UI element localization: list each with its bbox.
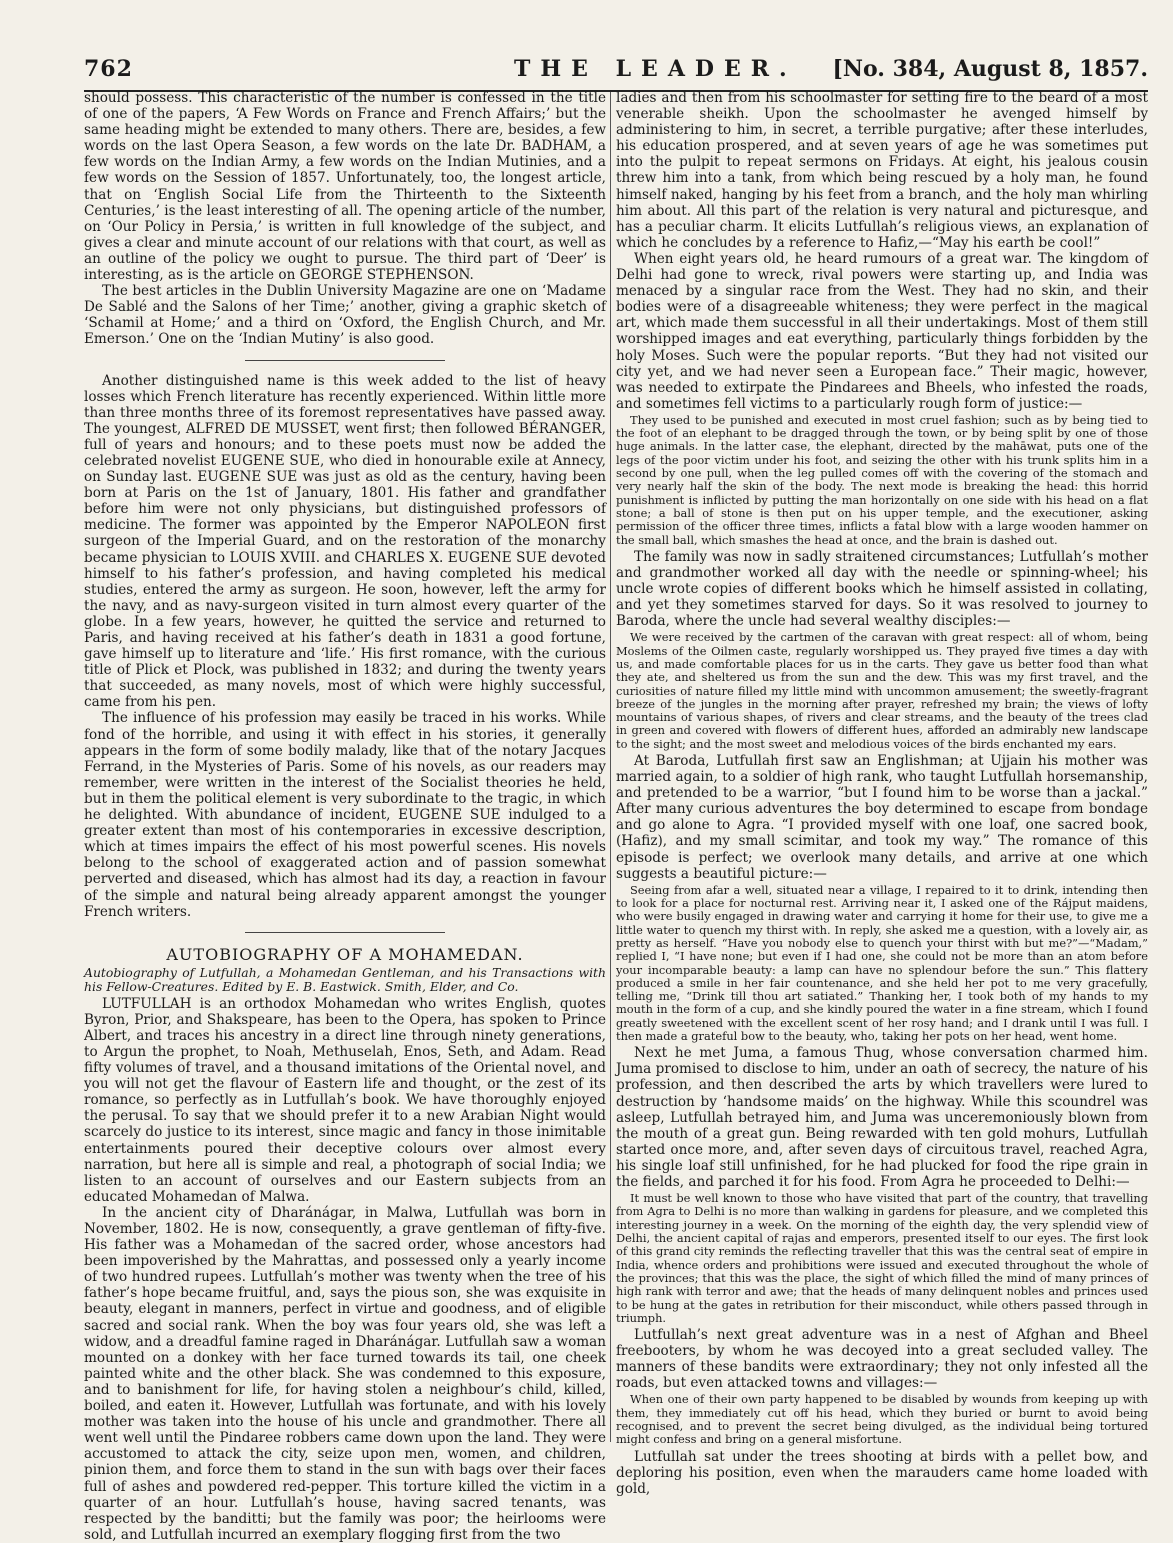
article-paragraph: Lutfullah sat under the trees shooting at birds with a pellet bow, and deploring his position, even when the marauders came home loaded with gold, bbox=[616, 1448, 1148, 1497]
article-paragraph: The family was now in sadly straitened circumstances; Lutfullah’s mother and grandmother worked all day with the needle or spinning-wheel; his uncle wrote copies of different books which he himself assisted in collating, and yet they sometimes starved for days. So it was resolved to journey to Baroda, where the uncle had several wealthy disciples:— bbox=[616, 548, 1148, 630]
block-quote: They used to be punished and executed in most cruel fashion; such as by being tied to the foot of an elephant to be dragged through the town, or by being split by one of those huge animals. In the latter case, the elephant, directed by the mahāwat, puts one of the legs of the poor victim under his foot, and seizing the other with his trunk splits him in a second by one pull, when the leg pulled comes off with the covering of the stomach and very nearly half the skin of the body. The next mode is breaking the head: this horrid punishment is inflicted by putting the man horizontally on one side with his head on a flat stone; a ball of stone is then put on his upper temple, and the executioner, asking permission of the officer three times, inflicts a fatal blow with a large wooden hammer on the small ball, which smashes the head at once, and the brain is dashed out. bbox=[616, 412, 1148, 547]
article-paragraph: Lutfullah’s next great adventure was in a nest of Afghan and Bheel freebooters, by whom he was decoyed into a great secluded valley. The manners of these bandits were extraordinary; they not only infested all the roads, but even attacked towns and villages:— bbox=[616, 1327, 1148, 1392]
article-paragraph: In the ancient city of Dharánágar, in Malwa, Lutfullah was born in November, 1802. He is now, consequently, a grave gentleman of fifty-five. His father was a Mohamedan of the sacred order, whose ancestors had been impoverished by the Mahrattas, and possessed only a yearly income of two hundred rupees. Lutfullah’s mother was twenty when the tree of his father’s hope became fruitful, and, says the pious son, she was exquisite in beauty, elegant in manners, perfect in virtue and goodness, and of eligible sacred and social rank. When the boy was four years old, she was left a widow, and a dreadful famine raged in Dharánágar. Lutfullah saw a woman mounted on a donkey with her face turned towards its tail, one cheek painted white and the other black. She was condemned to this exposure, and to banishment for life, for having stolen a neighbour’s child, killed, boiled, and eaten it. However, Lutfullah was fortunate, and with his lovely mother was taken into the house of his uncle and grandmother. There all went well until the Pindaree robbers came down upon the land. They were accustomed to attack the city, seize upon men, women, and children, pinion them, and force them to stand in the sun with bags over their faces full of ashes and powdered red-pepper. This torture killed the victim in a quarter of an hour. Lutfullah’s house, having sacred tenants, was respected by the banditti; but the family was poor; the heirlooms were sold, and Lutfullah incurred an exemplary flogging first from the two bbox=[84, 1204, 606, 1543]
article-paragraph: Another distinguished name is this week added to the list of heavy losses which French literature has recently experienced. Within little more than three months three of its foremost representatives have passed away. The youngest, ALFRED DE MUSSET, went first; then followed BÉRANGER, full of years and honours; and to these poets must now be added the celebrated novelist EUGENE SUE, who died in honourable exile at Annecy, on Sunday last. EUGENE SUE was just as old as the century, having been born at Paris on the 1st of January, 1801. His father and grandfather before him were not only physicians, but distinguished professors of medicine. The former was appointed by the Emperor NAPOLEON first surgeon of the Imperial Guard, and on the restoration of the monarchy became physician to LOUIS XVIII. and CHARLES X. EUGENE SUE devoted himself to his father’s profession, and having completed his medical studies, entered the army as surgeon. He soon, however, left the army for the navy, and as navy-surgeon visited in turn almost every quarter of the globe. In a few years, however, he quitted the service and returned to Paris, and having received at his father’s death in 1831 a good fortune, gave himself up to literature and ‘life.’ His first romance, with the curious title of Plick et Plock, was published in 1832; and during the twenty years that succeeded, as many novels, most of which were highly successful, came from his pen. bbox=[84, 372, 606, 711]
article-paragraph: When eight years old, he heard rumours of a great war. The kingdom of Delhi had gone to wreck, rival powers were starting up, and India was menaced by a singular race from the West. They had no skin, and their bodies were of a disagreeable whiteness; they were perfect in the magical art, which made them successful in all their undertakings. Most of them still worshipped images and eat everything, particularly things forbidden by the holy Moses. Such were the popular reports. “But they had not visited our city yet, and we had never seen a European face.” Their magic, however, was needed to extirpate the Pindarees and Bheels, who infested the roads, and sometimes fell victims to a particularly rough form of justice:— bbox=[616, 250, 1148, 412]
block-quote: Seeing from afar a well, situated near a village, I repaired to it to drink, intending then to look for a place for nocturnal rest. Arriving near it, I asked one of the Rájput maidens, who were busily engaged in drawing water and carrying it home for their use, to give me a little water to quench my thirst with. In reply, she asked me a question, with a lovely air, as pretty as herself. “Have you nobody else to quench your thirst with but me?”—“Madam,” replied I, “I have none; but even if I had one, she could not be more than an atom before your incomparable beauty: a lamp can have no splendour before the sun.” This flattery produced a smile in her fair countenance, and she held her pot to me very gracefully, telling me, “Drink till thou art satiated.” Thanking her, I took both of my hands to my mouth in the form of a cup, and she kindly poured the water in a fine stream, which I found greatly sweetened with the excellent scent of her rosy hand; and I drank until I was full. I then made a grateful bow to the beauty, who, taking her pots on her head, went home. bbox=[616, 882, 1148, 1043]
masthead bbox=[84, 56, 1148, 92]
column-rule bbox=[610, 92, 611, 1442]
right-column bbox=[616, 90, 1148, 1497]
article-paragraph: LUTFULLAH is an orthodox Mohamedan who writes English, quotes Byron, Prior, and Shakspeare, has been to the Opera, has spoken to Prince Albert, and traces his ancestry in a direct line through ninety generations, to Argun the prophet, to Noah, Methuselah, Enos, Seth, and Adam. Read fifty volumes of travel, and a thousand imitations of the Oriental novel, and you will not get the flavour of Eastern life and thought, or the zest of its romance, so perfectly as in Lutfullah’s book. We have thoroughly enjoyed the perusal. To say that we should prefer it to a new Arabian Night would scarcely do justice to its interest, since magic and fancy in those inimitable entertainments poured their deceptive colours over almost every narration, but here all is simple and real, a photograph of social India; we listen to an account of ourselves and our Eastern subjects from an educated Mohamedan of Malwa. bbox=[84, 995, 606, 1205]
block-quote: It must be well known to those who have visited that part of the country, that travelling from Agra to Delhi is no more than walking in gardens for pleasure, and we completed this interesting journey in a week. On the morning of the eighth day, the very splendid view of Delhi, the ancient capital of rajas and emperors, presented itself to our eyes. The first look of this grand city reminds the reflecting traveller that this was the central seat of empire in India, whence orders and prohibitions were issued and executed throughout the whole of the provinces; that this was the place, the sight of which filled the mind of many princes of high rank with terror and awe; that the heads of many delinquent nobles and princes used to be hung at the gates in retribution for their misconduct, while others passed through in triumph. bbox=[616, 1191, 1148, 1325]
article-paragraph: Next he met Juma, a famous Thug, whose conversation charmed him. Juma promised to disclose to him, under an oath of secrecy, the nature of his profession, and then described the arts by which travellers were lured to destruction by ‘handsome maids’ on the highway. While this scoundrel was asleep, Lutfullah betrayed him, and Juma was unceremoniously blown from the mouth of a great gun. Being rewarded with ten gold mohurs, Lutfullah started once more, and, after seven days of circuitous travel, reached Agra, his single loaf still unfinished, for he had plucked for food the ripe grain in the fields, and parched it for his food. From Agra he proceeded to Delhi:— bbox=[616, 1045, 1148, 1191]
article-paragraph: The best articles in the Dublin University Magazine are one on ‘Madame De Sablé and the Salons of her Time;’ another, giving a graphic sketch of ‘Schamil at Home;’ and a third on ‘Oxford, the English Church, and Mr. Emerson.’ One on the ‘Indian Mutiny’ is also good. bbox=[84, 283, 606, 348]
review-book-details: Autobiography of Lutfullah, a Mohamedan Gentleman, and his Transactions with his Fellow-Creatures. Edited by E. B. Eastwick. Smith, Elder, and Co. bbox=[84, 964, 606, 994]
article-paragraph: The influence of his profession may easily be traced in his works. While fond of the horrible, and using it with effect in his stories, it generally appears in the form of some bodily malady, like that of the notary Jacques Ferrand, in the Mysteries of Paris. Some of his novels, as our readers may remember, were written in the interest of the Socialist theories he held, but in them the political element is very subordinate to the tragic, in which he delighted. With abundance of incident, EUGENE SUE indulged to a greater extent than most of his contemporaries in excessive description, which at times impairs the effect of his most powerful scenes. His novels belong to the school of exaggerated action and of passion somewhat perverted and diseased, which has almost had its day, a reaction in favour of the simple and natural being already apparent amongst the younger French writers. bbox=[84, 710, 606, 920]
block-quote: We were received by the cartmen of the caravan with great respect: all of whom, being Moslems of the Oilmen caste, regularly worshipped us. They prayed five times a day with us, and made comfortable places for us in the carts. They gave us better food than what they ate, and sheltered us from the sun and the dew. This was my first travel, and the curiosities of nature filled my little mind with uncommon amusement; the sweetly-fragrant breeze of the jungles in the morning after prayer, refreshed my brain; the views of lofty mountains of various shapes, of rivers and clear streams, and the beauty of the trees clad in green and covered with flowers of different hues, afforded an admirably new landscape to the sight; and the most sweet and melodious voices of the birds enchanted my ears. bbox=[616, 630, 1148, 751]
article-paragraph: At Baroda, Lutfullah first saw an Englishman; at Ujjain his mother was married again, to a soldier of high rank, who taught Lutfullah horsemanship, and pretended to be a warrior, “but I found him to be worse than a jackal.” After many curious adventures the boy determined to escape from bondage and go alone to Agra. “I provided myself with one loaf, one sacred book, (Hafiz), and my small scimitar, and took my way.” The romance of this episode is perfect; we overlook many details, and arrive at one which suggests a beautiful picture:— bbox=[616, 752, 1148, 882]
left-column bbox=[84, 90, 606, 1543]
block-quote: When one of their own party happened to be disabled by wounds from keeping up with them, they immediately cut off his head, which they buried or burnt to avoid being recognised, and to prevent the secret being divulged, as the individual being tortured might confess and bring on a general misfortune. bbox=[616, 1392, 1148, 1447]
section-divider bbox=[245, 932, 445, 933]
review-heading: AUTOBIOGRAPHY OF A MOHAMEDAN. bbox=[166, 944, 524, 964]
issue-info: [No. 384, August 8, 1857. bbox=[832, 56, 1148, 82]
newspaper-title: THE LEADER. bbox=[514, 56, 797, 82]
section-divider bbox=[245, 360, 445, 361]
article-paragraph: should possess. This characteristic of the number is confessed in the title of one of the papers, ‘A Few Words on France and French Affairs;’ but the same heading might be extended to many others. There are, besides, a few words on the last Opera Season, a few words on the late Dr. BADHAM, a few words on the Indian Army, a few words on the Indian Mutinies, and a few words on the Session of 1857. Unfortunately, too, the longest article, that on ‘English Social Life from the Thirteenth to the Sixteenth Centuries,’ is the least interesting of all. The opening article of the number, on ‘Our Policy in Persia,’ is written in full knowledge of the subject, and gives a clear and minute account of our relations with that court, as well as an outline of the policy we ought to pursue. The third part of ‘Deer’ is interesting, as is the article on GEORGE STEPHENSON. bbox=[84, 90, 606, 284]
page-number: 762 bbox=[84, 56, 133, 82]
article-paragraph: ladies and then from his schoolmaster for setting fire to the beard of a most venerable sheikh. Upon the schoolmaster he avenged himself by administering to him, in secret, a terrible purgative; after these interludes, his education prospered, and at seven years of age he was sometimes put into the pulpit to repeat sermons on Fridays. At eight, his jealous cousin threw him into a tank, from which being rescued by a holy man, he found himself naked, hanging by his feet from a branch, and the holy man whirling him about. All this part of the relation is very natural and picturesque, and has a peculiar charm. It elicits Lutfullah’s religious views, an explanation of which he concludes by a reference to Hafiz,—“May his earth be cool!” bbox=[616, 90, 1148, 251]
